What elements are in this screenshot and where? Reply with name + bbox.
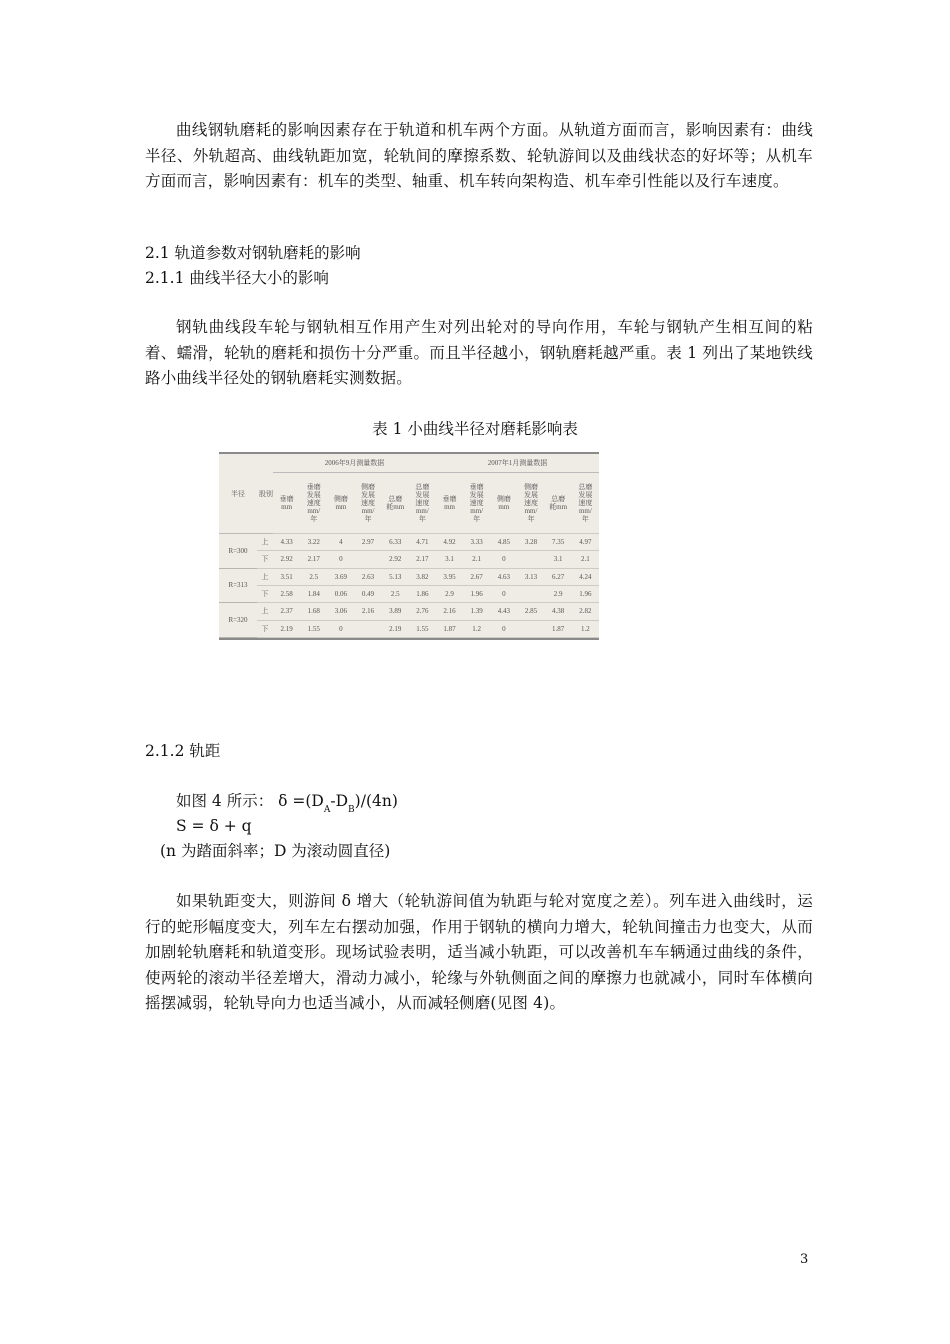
value-cell: 4.63 — [490, 568, 517, 585]
heading-2-1-1: 2.1.1 曲线半径大小的影响 — [145, 269, 329, 287]
value-cell: 3.51 — [273, 568, 300, 585]
value-cell: 3.28 — [517, 534, 544, 551]
value-cell: 2.16 — [436, 603, 463, 620]
rail-cell: 上 — [257, 534, 273, 551]
value-cell: 2.5 — [382, 585, 409, 602]
table-caption: 表 1 小曲线半径对磨耗影响表 — [372, 420, 578, 438]
col-header: 侧磨发展速度mm/年 — [354, 473, 381, 534]
col-rail-header: 股别 — [257, 454, 273, 534]
value-cell: 2.37 — [273, 603, 300, 620]
heading-2-1-2: 2.1.2 轨距 — [145, 742, 221, 760]
value-cell — [354, 620, 381, 637]
value-cell: 6.27 — [545, 568, 572, 585]
value-cell: 2.19 — [382, 620, 409, 637]
value-cell: 4.97 — [572, 534, 599, 551]
col-radius-header: 半径 — [219, 454, 257, 534]
rail-cell: 下 — [257, 551, 273, 568]
value-cell: 3.1 — [545, 551, 572, 568]
col-header: 垂磨发展速度mm/年 — [463, 473, 490, 534]
value-cell: 2.1 — [572, 551, 599, 568]
value-cell: 0 — [327, 620, 354, 637]
paragraph-gauge: 如果轨距变大，则游间 δ 增大（轮轨游间值为轨距与轮对宽度之差）。列车进入曲线时，运行的蛇形幅度变大，列车左右摆动加强，作用于钢轨的横向力增大，轮轨间撞击力也变大，从而加剧轮轨磨耗和轨道变形。现场试验表明，适当减小轨距，可以改善机车车辆通过曲线的条件，使两轮的滚动半径差增大，滑动力减小，轮缘与外轨侧面之间的摩擦力也就减小，同时车体横向摇摆减弱，轮轨导向力也适当减小，从而减轻侧磨(见图 4)。 — [145, 892, 813, 1012]
value-cell: 1.96 — [463, 585, 490, 602]
value-cell: 3.69 — [327, 568, 354, 585]
col-header: 总磨耗mm — [382, 473, 409, 534]
table-row — [219, 620, 599, 637]
value-cell: 2.9 — [436, 585, 463, 602]
value-cell: 3.06 — [327, 603, 354, 620]
value-cell: 4.38 — [545, 603, 572, 620]
value-cell: 3.89 — [382, 603, 409, 620]
rail-cell: 下 — [257, 585, 273, 602]
wear-data-table — [219, 454, 599, 638]
value-cell: 3.82 — [409, 568, 436, 585]
value-cell: 2.92 — [273, 551, 300, 568]
rail-cell: 上 — [257, 568, 273, 585]
value-cell: 1.2 — [572, 620, 599, 637]
value-cell: 4.24 — [572, 568, 599, 585]
value-cell: 7.35 — [545, 534, 572, 551]
value-cell: 3.95 — [436, 568, 463, 585]
value-cell: 4.85 — [490, 534, 517, 551]
value-cell: 2.97 — [354, 534, 381, 551]
col-header: 垂磨mm — [273, 473, 300, 534]
value-cell: 2.92 — [382, 551, 409, 568]
group-2006-header: 2006年9月测量数据 — [273, 454, 436, 473]
value-cell: 3.13 — [517, 568, 544, 585]
formula-note: (n 为踏面斜率；D 为滚动圆直径) — [160, 842, 391, 860]
value-cell: 0.49 — [354, 585, 381, 602]
value-cell: 3.22 — [300, 534, 327, 551]
value-cell: 4 — [327, 534, 354, 551]
value-cell: 3.33 — [463, 534, 490, 551]
table-row — [219, 603, 599, 620]
value-cell: 2.63 — [354, 568, 381, 585]
value-cell: 2.17 — [409, 551, 436, 568]
value-cell: 0.06 — [327, 585, 354, 602]
value-cell: 0 — [490, 620, 517, 637]
value-cell: 2.9 — [545, 585, 572, 602]
radius-cell: R=320 — [219, 603, 257, 638]
value-cell: 6.33 — [382, 534, 409, 551]
group-2007-header: 2007年1月测量数据 — [436, 454, 599, 473]
page-number: 3 — [800, 1252, 809, 1267]
value-cell: 2.19 — [273, 620, 300, 637]
value-cell: 1.68 — [300, 603, 327, 620]
value-cell: 1.84 — [300, 585, 327, 602]
table-row — [219, 585, 599, 602]
value-cell — [354, 551, 381, 568]
wear-data-table-image — [219, 452, 599, 640]
value-cell: 4.33 — [273, 534, 300, 551]
paragraph-curve-radius: 钢轨曲线段车轮与钢轨相互作用产生对列出轮对的导向作用，车轮与钢轨产生相互间的粘着、蠕滑，轮轨的磨耗和损伤十分严重。而且半径越小，钢轨磨耗越严重。表 1 列出了某地铁线路小曲线半径处的钢轨磨耗实测数据。 — [145, 318, 813, 387]
value-cell: 1.96 — [572, 585, 599, 602]
value-cell: 5.13 — [382, 568, 409, 585]
value-cell: 0 — [490, 551, 517, 568]
value-cell: 4.71 — [409, 534, 436, 551]
col-header: 总磨耗mm — [545, 473, 572, 534]
value-cell: 4.92 — [436, 534, 463, 551]
formula-gauge: S = δ + q — [176, 817, 252, 835]
value-cell: 4.43 — [490, 603, 517, 620]
value-cell: 2.17 — [300, 551, 327, 568]
value-cell: 0 — [327, 551, 354, 568]
col-header: 垂磨发展速度mm/年 — [300, 473, 327, 534]
value-cell: 2.16 — [354, 603, 381, 620]
value-cell: 2.76 — [409, 603, 436, 620]
value-cell: 1.2 — [463, 620, 490, 637]
heading-2-1: 2.1 轨道参数对钢轨磨耗的影响 — [145, 244, 361, 262]
value-cell: 1.87 — [545, 620, 572, 637]
value-cell: 1.39 — [463, 603, 490, 620]
col-header: 总磨发展速度mm/年 — [572, 473, 599, 534]
value-cell: 2.67 — [463, 568, 490, 585]
value-cell — [517, 551, 544, 568]
table-row — [219, 534, 599, 551]
value-cell: 1.55 — [300, 620, 327, 637]
radius-cell: R=313 — [219, 568, 257, 603]
value-cell — [517, 585, 544, 602]
col-header: 总磨发展速度mm/年 — [409, 473, 436, 534]
value-cell: 2.82 — [572, 603, 599, 620]
value-cell: 3.1 — [436, 551, 463, 568]
value-cell: 2.58 — [273, 585, 300, 602]
value-cell: 1.55 — [409, 620, 436, 637]
value-cell: 2.5 — [300, 568, 327, 585]
col-header: 侧磨发展速度mm/年 — [517, 473, 544, 534]
value-cell: 0 — [490, 585, 517, 602]
table-row — [219, 551, 599, 568]
value-cell: 2.85 — [517, 603, 544, 620]
rail-cell: 上 — [257, 603, 273, 620]
rail-cell: 下 — [257, 620, 273, 637]
table-row — [219, 568, 599, 585]
col-header: 侧磨mm — [490, 473, 517, 534]
value-cell: 2.1 — [463, 551, 490, 568]
formula-clearance: 如图 4 所示： $\delta =(D_A-D_B)/(4n)$ — [176, 792, 398, 815]
col-header: 侧磨mm — [327, 473, 354, 534]
value-cell: 1.86 — [409, 585, 436, 602]
value-cell — [517, 620, 544, 637]
paragraph-wear-factors: 曲线钢轨磨耗的影响因素存在于轨道和机车两个方面。从轨道方面而言，影响因素有：曲线半径、外轨超高、曲线轨距加宽，轮轨间的摩擦系数、轮轨游间以及曲线状态的好坏等；从机车方面而言，影响因素有：机车的类型、轴重、机车转向架构造、机车牵引性能以及行车速度。 — [145, 121, 813, 190]
col-header: 垂磨mm — [436, 473, 463, 534]
radius-cell: R=300 — [219, 534, 257, 569]
value-cell: 1.87 — [436, 620, 463, 637]
